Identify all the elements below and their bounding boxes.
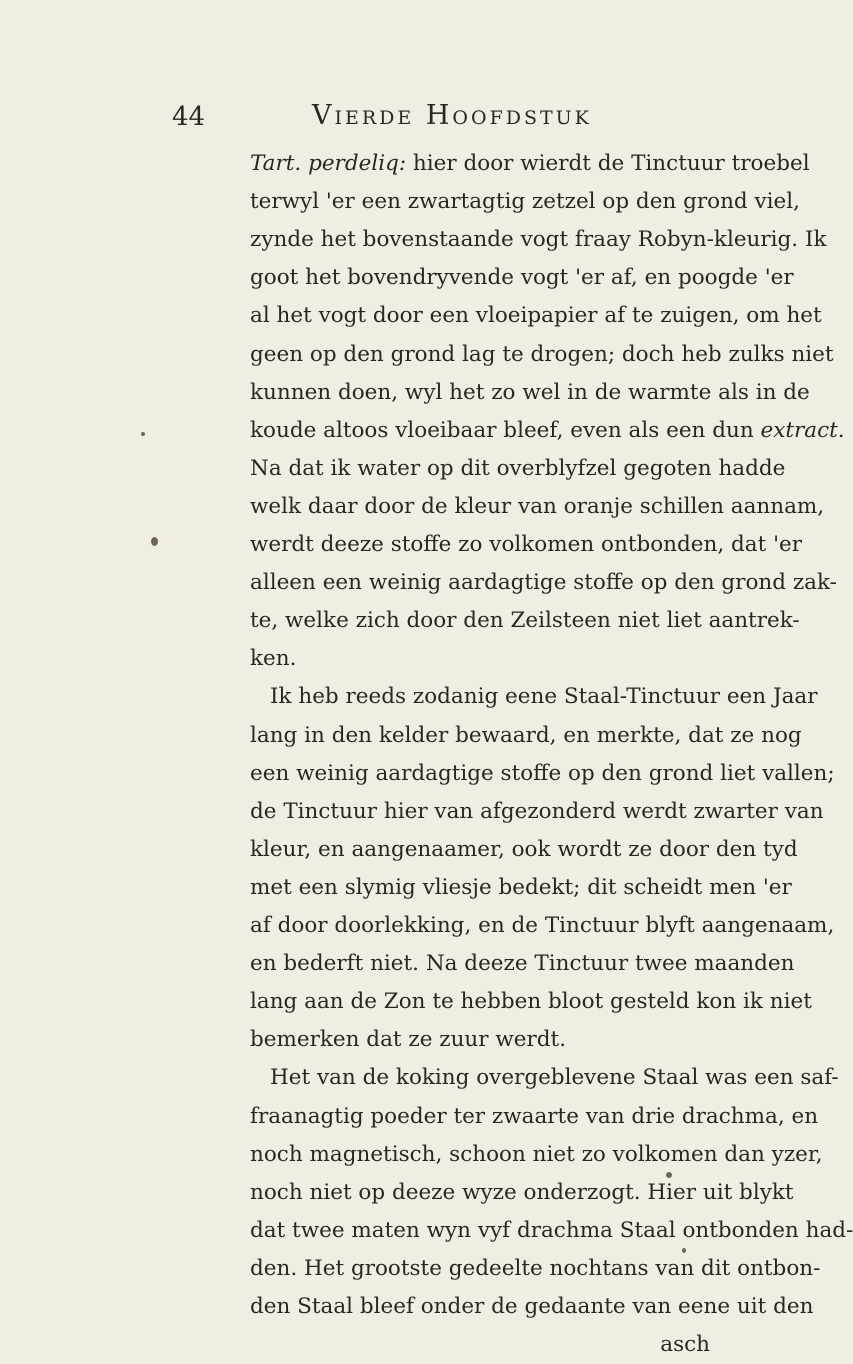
line-text: den Staal bleef onder de gedaante van eene uit den xyxy=(250,1294,814,1319)
text-line xyxy=(250,183,800,221)
line-text: koude altoos vloeibaar bleef, even als een dun xyxy=(250,417,761,443)
line-text: den. Het grootste gedeelte nochtans van dit ontbon- xyxy=(250,1255,821,1281)
text-line xyxy=(250,297,822,335)
line-text: welk daar door de kleur van oranje schillen aannam, xyxy=(250,493,825,519)
line-text: al het vogt door een vloeipapier af te zuigen, om het xyxy=(250,303,822,329)
running-head xyxy=(172,100,752,140)
line-text: kunnen doen, wyl het zo wel in de warmte als in de xyxy=(250,379,810,405)
text-line xyxy=(250,945,795,983)
text-line xyxy=(250,793,824,831)
text-line xyxy=(250,526,802,564)
text-line xyxy=(250,1288,814,1326)
text-line xyxy=(250,221,827,259)
text-line xyxy=(250,640,710,678)
line-text: werdt deeze stoffe zo volkomen ontbonden, dat 'er xyxy=(250,532,802,557)
text-line xyxy=(250,755,835,793)
text-line xyxy=(250,412,845,450)
text-line xyxy=(250,907,835,945)
line-text: noch niet op deeze wyze onderzogt. Hier uit blykt xyxy=(250,1179,794,1205)
line-text: ken. xyxy=(250,646,297,672)
line-text: Na dat ik water op dit overblyfzel gegoten hadde xyxy=(250,455,786,481)
line-text: terwyl 'er een zwartagtig zetzel op den grond viel, xyxy=(250,189,800,215)
line-text: een weinig aardagtige stoffe op den grond liet vallen; xyxy=(250,760,835,786)
text-line xyxy=(250,983,812,1021)
paper-speck xyxy=(666,1172,672,1178)
page-number: 44 xyxy=(172,102,206,132)
text-line xyxy=(250,1021,710,1059)
line-text: dat twee maten wyn vyf drachma Staal ontbonden had- xyxy=(250,1217,853,1243)
text-line xyxy=(250,1136,823,1174)
text-line xyxy=(250,1174,794,1212)
text-line xyxy=(250,488,825,526)
paper-speck xyxy=(682,1248,686,1253)
line-text: met een slymig vliesje bedekt; dit scheidt men 'er xyxy=(250,874,792,900)
line-text: lang aan de Zon te hebben bloot gesteld kon ik niet xyxy=(250,989,812,1015)
text-line xyxy=(250,717,802,755)
line-text: alleen een weinig aardagtige stoffe op den grond zak- xyxy=(250,570,837,596)
italic-run: Tart. perdeliq: xyxy=(250,151,407,176)
line-text: Ik heb reeds zodanig eene Staal-Tinctuur een Jaar xyxy=(270,684,818,710)
line-text: af door doorlekking, en de Tinctuur blyft aangenaam, xyxy=(250,913,835,938)
line-text: lang in den kelder bewaard, en merkte, dat ze nog xyxy=(250,722,802,748)
text-line xyxy=(250,1326,710,1364)
line-text: en bederft niet. Na deeze Tinctuur twee maanden xyxy=(250,951,795,977)
line-text: asch xyxy=(660,1332,710,1358)
line-text: fraanagtig poeder ter zwaarte van drie drachma, en xyxy=(250,1103,819,1129)
text-line xyxy=(250,1098,819,1136)
text-line xyxy=(250,1250,821,1288)
italic-run: extract. xyxy=(760,417,845,443)
text-line xyxy=(250,564,837,602)
text-line xyxy=(250,1212,853,1250)
text-line xyxy=(250,869,792,907)
line-text: de Tinctuur hier van afgezonderd werdt zwarter van xyxy=(250,798,824,824)
line-text: te, welke zich door den Zeilsteen niet liet aantrek- xyxy=(250,608,800,634)
line-text: geen op den grond lag te drogen; doch heb zulks niet xyxy=(250,341,834,367)
text-line xyxy=(270,1059,839,1097)
line-text: hier door wierdt de Tinctuur troebel xyxy=(406,151,810,176)
paper-speck xyxy=(151,537,158,546)
text-line xyxy=(250,450,786,488)
text-line xyxy=(250,259,794,297)
text-line xyxy=(250,374,810,412)
text-line xyxy=(250,145,810,183)
line-text: noch magnetisch, schoon niet zo volkomen dan yzer, xyxy=(250,1141,823,1167)
text-line xyxy=(250,831,798,869)
text-line xyxy=(250,336,834,374)
line-text: kleur, en aangenaamer, ook wordt ze door den tyd xyxy=(250,836,798,862)
line-text: goot het bovendryvende vogt 'er af, en poogde 'er xyxy=(250,265,794,291)
text-line xyxy=(270,678,818,716)
paper-speck xyxy=(141,432,145,436)
line-text: zynde het bovenstaande vogt fraay Robyn-kleurig. Ik xyxy=(250,227,827,253)
line-text: Het van de koking overgeblevene Staal was een saf- xyxy=(270,1065,839,1091)
chapter-title: Vierde Hoofdstuk xyxy=(312,100,592,131)
text-line xyxy=(250,602,800,640)
line-text: bemerken dat ze zuur werdt. xyxy=(250,1027,567,1053)
